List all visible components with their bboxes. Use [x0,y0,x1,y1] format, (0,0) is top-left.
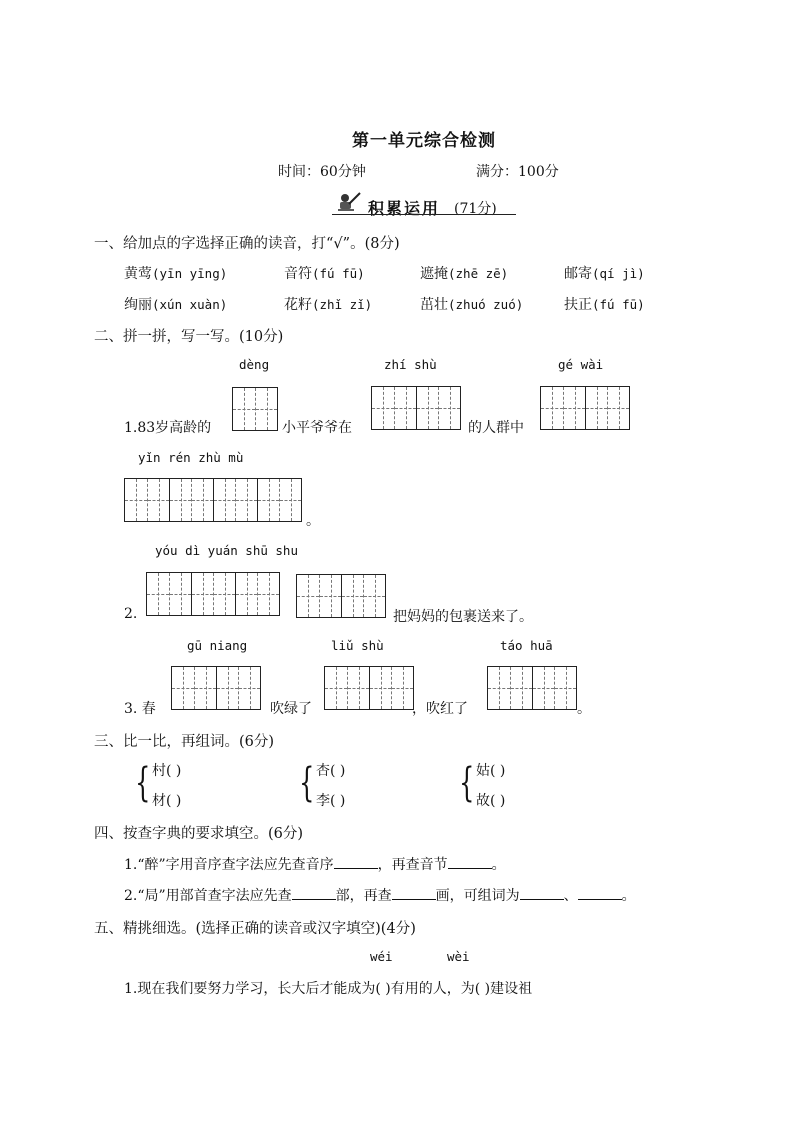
q1-pinyin: (zhǐ zǐ) [312,297,373,312]
answer-blank[interactable] [392,899,436,900]
q3-word-b: 李( ) [316,793,346,809]
q4-line-2 [124,885,636,905]
q2-s1-text-a: 1.83岁高龄的 [124,420,212,436]
q2-heading: 二、拼一拼，写一写。(10分) [94,329,284,345]
writing-grid-shushu[interactable] [296,574,386,618]
answer-blank[interactable] [334,868,378,869]
q2-s1-text-c: 的人群中 [468,420,524,436]
q1-word: 花籽 [284,297,312,313]
q1-item [564,294,645,314]
writing-grid-deng[interactable] [232,387,278,431]
q4-l2-e: 。 [621,888,636,904]
banner-underline [332,214,516,215]
q5-pinyin-wei1: wéi [370,949,393,964]
q3-word-b: 故( ) [476,793,506,809]
brace-icon: { [459,760,475,806]
q4-l2-b: 部，再查 [335,888,392,904]
q1-word: 黄莺 [124,266,152,282]
q1-pinyin: (yīn yīng) [152,266,228,281]
q1-item [420,263,508,283]
writing-grid-zhishu[interactable] [371,386,461,430]
q4-heading: 四、按查字典的要求填空。(6分) [94,826,304,842]
writing-grid-gewai[interactable] [540,386,630,430]
writing-grid-guniang[interactable] [171,666,261,710]
q4-l1-c: 。 [491,857,506,873]
q4-l2-c: 画，可组词为 [435,888,520,904]
q4-l1-b: ，再查音节 [377,857,448,873]
q1-item [124,263,227,283]
q2-s2-text: 把妈妈的包裹送来了。 [393,609,533,625]
answer-blank[interactable] [292,899,336,900]
q2-s1-text-b: 小平爷爷在 [282,420,352,436]
answer-blank[interactable] [578,899,622,900]
q1-pinyin: (zhuó zuó) [448,297,524,312]
q4-l2-d: 、 [563,888,578,904]
q2-pinyin-deng: dèng [239,357,270,372]
brace-icon: { [135,760,151,806]
q2-pinyin-taohua: táo huā [500,638,553,653]
q1-item [284,263,365,283]
q2-pinyin-liushu: liǔ shù [331,638,384,653]
q1-item [564,263,645,283]
q2-s3-text-a: 吹绿了 [270,701,312,717]
q1-pinyin: (fú fū) [312,266,365,281]
q1-word: 邮寄 [564,266,592,282]
q5-pinyin-wei2: wèi [447,949,470,964]
q1-pinyin: (zhē zē) [448,266,509,281]
page-title: 第一单元综合检测 [352,131,496,151]
q3-heading: 三、比一比，再组词。(6分) [94,734,275,750]
q2-s1-end: 。 [306,513,320,529]
q3-word-a: 姑( ) [476,763,506,779]
q1-word: 茁壮 [420,297,448,313]
q1-word: 绚丽 [124,297,152,313]
q4-l2-a: 2.“局”用部首查字法应先查 [124,888,292,904]
q1-pinyin: (fú fū) [592,297,645,312]
q2-s3-text-b: ，吹红了 [412,701,468,717]
time-limit: 时间：60分钟 [278,164,366,180]
q2-s3-end: 。 [577,701,591,717]
q5-line-1: 1.现在我们要努力学习，长大后才能成为( )有用的人，为( )建设祖 [124,981,533,997]
section-banner-score: (71分) [454,201,497,217]
q1-word: 音符 [284,266,312,282]
q1-item [284,294,372,314]
pencil-person-icon [334,190,362,214]
q2-pinyin-gewai: gé wài [558,357,604,372]
q2-pinyin-zhishu: zhí shù [384,357,437,372]
q2-s2-pinyin: yóu dì yuán shū shu [155,543,298,558]
writing-grid-yinrenzhumu[interactable] [124,478,302,522]
q3-word-b: 材( ) [152,793,182,809]
q1-item [420,294,523,314]
writing-grid-liushu[interactable] [324,666,414,710]
q4-l1-a: 1.“醉”字用音序查字法应先查音序 [124,857,334,873]
writing-grid-taohua[interactable] [487,666,577,710]
answer-blank[interactable] [520,899,564,900]
section-banner-label: 积累运用 [368,199,441,218]
q1-word: 遮掩 [420,266,448,282]
q5-heading: 五、精挑细选。(选择正确的读音或汉字填空)(4分) [94,921,416,937]
q1-pinyin: (qí jì) [592,266,645,281]
q2-pinyin-yinrenzhumu: yǐn rén zhù mù [138,450,244,465]
q2-s2-num: 2. [124,606,138,622]
q4-line-1 [124,854,506,874]
q1-heading: 一、给加点的字选择正确的读音，打“√”。(8分) [94,236,400,252]
full-score: 满分：100分 [476,164,559,180]
q1-pinyin: (xún xuàn) [152,297,228,312]
q2-pinyin-guniang: gū niang [187,638,248,653]
q1-word: 扶正 [564,297,592,313]
brace-icon: { [299,760,315,806]
q1-item [124,294,227,314]
writing-grid-youdiyuan[interactable] [146,572,280,616]
answer-blank[interactable] [448,868,492,869]
q3-word-a: 村( ) [152,763,182,779]
q3-word-a: 杏( ) [316,763,346,779]
q2-s3-num: 3. 春 [124,701,156,717]
